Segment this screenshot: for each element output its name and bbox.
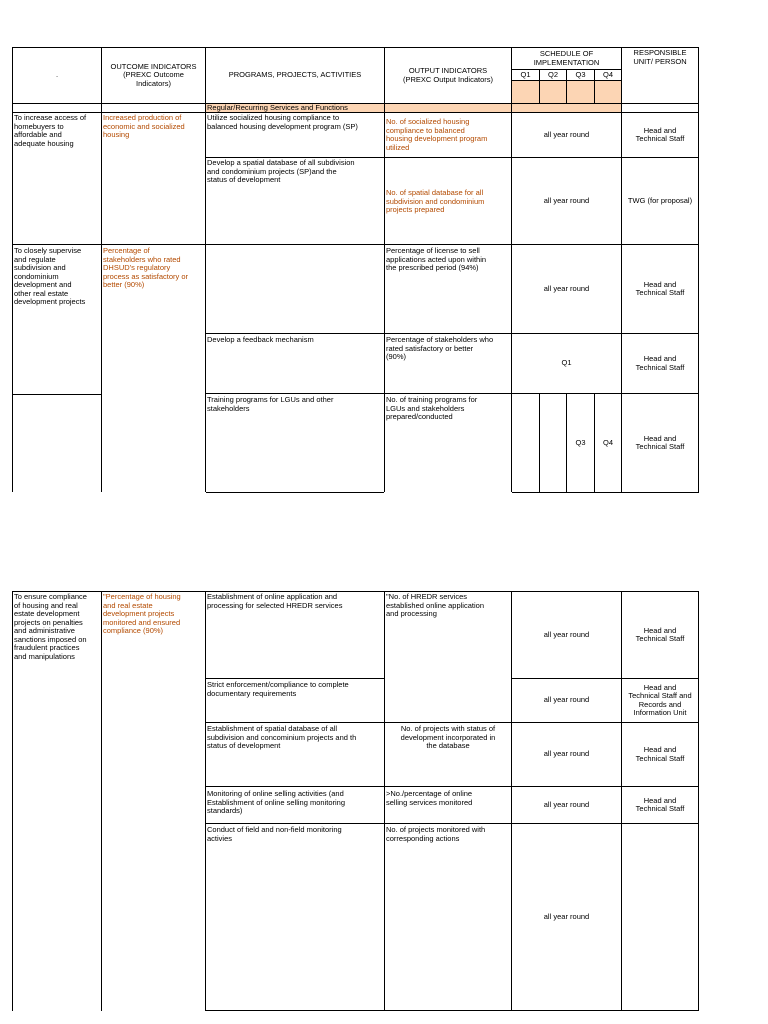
schedule-q3-cell: Q3 [575,437,586,447]
output-cell: >No./percentage of online selling services monitored [386,790,473,807]
schedule-cell: all year round [543,283,590,293]
responsible-cell: TWG (for proposal) [627,195,693,205]
responsible-cell: Head and Technical Staff [635,125,685,143]
program-cell: Establishment of online application and processing for selected HREDR services [207,593,343,610]
output-cell: No. of projects monitored with corresponding actions [386,826,486,843]
output-cell: Percentage of stakeholders who rated satisfactory or better (90%) [386,336,494,361]
responsible-cell: Head and Technical Staff [635,433,685,451]
grid-line [512,492,699,493]
grid-line [698,47,699,492]
grid-line [206,1010,699,1011]
schedule-cell: all year round [543,749,590,759]
grid-line [12,591,13,1011]
outcome-cell: Percentage of stakeholders who rated DHSUD's regulatory process as satisfactory or better (90%) [103,247,189,289]
grid-line [206,678,384,679]
responsible-cell: Head and Technical Staff and Records and Information Unit [628,682,692,717]
program-cell: Utilize socialized housing compliance to balanced housing development program (SP) [207,114,358,131]
schedule-q4-cell: Q4 [602,437,613,447]
grid-line [698,591,699,1011]
header-outcome-indicators: OUTCOME INDICATORS (PREXC Outcome Indicators) [110,61,197,88]
responsible-cell: Head and Technical Staff [635,795,685,813]
program-cell: Develop a feedback mechanism [207,336,314,344]
section-label: Regular/Recurring Services and Functions [207,104,348,112]
header-objective: . [55,70,59,80]
program-cell: Establishment of spatial database of all subdivision and concominium projects and th status of development [207,725,357,750]
header-schedule: SCHEDULE OF IMPLEMENTATION [533,49,600,67]
objective-cell: To increase access of homebuyers to affordable and adequate housing [14,114,87,148]
responsible-cell: Head and Technical Staff [635,279,685,297]
grid-line [206,492,384,493]
schedule-cell: all year round [543,629,590,639]
grid-line [539,393,540,492]
header-q3: Q3 [575,71,586,79]
objective-cell: To ensure compliance of housing and real estate development projects on penalties and administrative sanctions imposed on fraudulent practices and manipulations [14,593,87,661]
grid-line [206,823,699,824]
program-cell: Training programs for LGUs and other stakeholders [207,396,334,413]
objective-cell: To closely supervise and regulate subdivision and condominium development and other real estate development projects [14,247,86,306]
grid-line [12,394,101,395]
output-cell: No. of spatial database for all subdivision and condominium projects prepared [386,189,485,214]
schedule-cell: all year round [543,129,590,139]
program-cell: Conduct of field and non-field monitoring activies [207,826,342,843]
output-cell: No. of projects with status of development incorporated in the database [400,725,496,750]
grid-line [205,591,206,1011]
responsible-cell: Head and Technical Staff [635,354,685,372]
output-cell: Percentage of license to sell applications acted upon within the prescribed period (94%) [386,247,487,272]
outcome-cell: Increased production of economic and socialized housing [103,114,185,139]
grid-line [12,47,13,492]
header-programs: PROGRAMS, PROJECTS, ACTIVITIES [228,70,362,80]
header-q2: Q2 [547,71,558,79]
header-output-indicators: OUTPUT INDICATORS (PREXC Output Indicators) [402,66,494,84]
grid-line [205,47,206,492]
program-cell: Develop a spatial database of all subdivision and condominium projects (SP)and the status of development [207,159,355,184]
responsible-cell: Head and Technical Staff [635,745,685,763]
output-cell: "No. of HREDR services established online application and processing [386,593,484,618]
grid-line [384,47,385,492]
schedule-cell: all year round [543,695,590,705]
outcome-cell: "Percentage of housing and real estate development projects monitored and ensured compliance (90%) [103,593,181,635]
responsible-cell: Head and Technical Staff [635,625,685,643]
header-responsible: RESPONSIBLE UNIT/ PERSON [633,49,687,66]
header-q4: Q4 [602,71,613,79]
schedule-cell: all year round [543,799,590,809]
grid-line [384,591,385,1011]
schedule-cell: all year round [543,195,590,205]
output-cell: No. of socialized housing compliance to balanced housing development program utilized [386,118,488,152]
schedule-cell: all year round [543,911,590,921]
program-cell: Monitoring of online selling activities (and Establishment of online selling monitoring standards) [207,790,345,815]
program-cell: Strict enforcement/compliance to complete documentary requirements [207,681,349,698]
output-cell: No. of training programs for LGUs and stakeholders prepared/conducted [386,396,478,421]
schedule-cell: Q1 [561,358,572,368]
header-q1: Q1 [520,71,531,79]
